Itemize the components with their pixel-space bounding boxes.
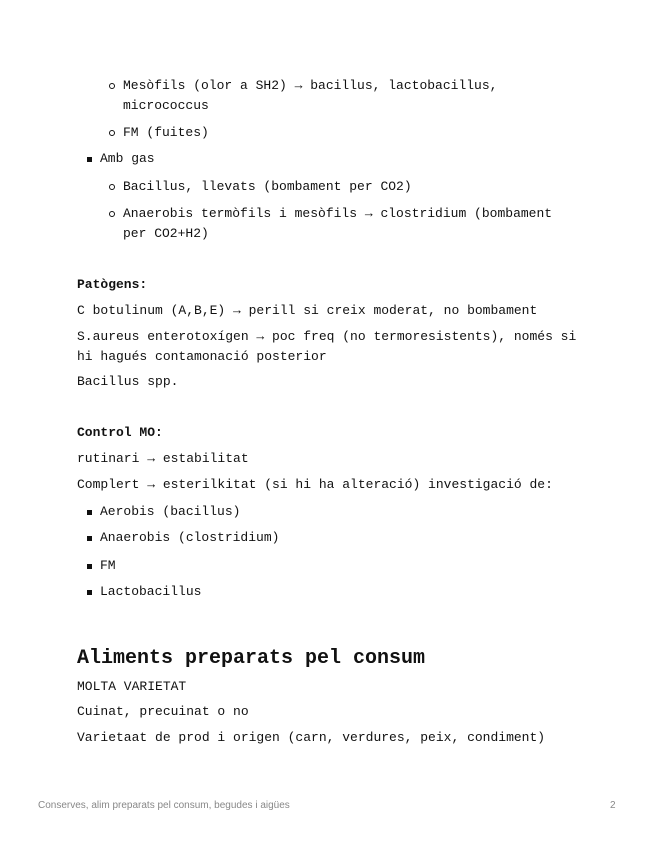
list-item: Mesòfils (olor a SH2) → bacillus, lactobacillus, micrococcus [123, 78, 498, 113]
page-number: 2 [610, 800, 616, 811]
list-item: Aerobis (bacillus) [100, 504, 241, 519]
bullet [87, 157, 92, 162]
sub-bullet [109, 184, 115, 190]
section-line: Cuinat, precuinat o no [77, 704, 249, 719]
sub-bullet [109, 83, 115, 89]
list-item: FM [100, 558, 116, 573]
pathogen-line: Bacillus spp. [77, 374, 179, 389]
section-line: Varietaat de prod i origen (carn, verdures, peix, condiment) [77, 730, 546, 745]
sub-bullet [109, 211, 115, 217]
footer-title: Conserves, alim preparats pel consum, begudes i aigües [38, 800, 290, 811]
list-item: Anaerobis termòfils i mesòfils → clostridium (bombament per CO2+H2) [123, 206, 553, 241]
list-item: Bacillus, llevats (bombament per CO2) [123, 179, 412, 194]
section-title: Aliments preparats pel consum [77, 647, 426, 670]
sub-bullet [109, 130, 115, 136]
bullet [87, 564, 92, 569]
section-line: MOLTA VARIETAT [77, 679, 187, 694]
list-item: Amb gas [100, 151, 155, 166]
pathogens-heading: Patògens: [77, 277, 148, 292]
list-item: FM (fuites) [123, 125, 209, 140]
control-line: Complert → esterilkitat (si hi ha alteració) investigació de: [77, 477, 553, 492]
bullet [87, 590, 92, 595]
list-item: Lactobacillus [100, 584, 202, 599]
list-item: Anaerobis (clostridium) [100, 530, 280, 545]
bullet [87, 536, 92, 541]
bullet [87, 510, 92, 515]
control-heading: Control MO: [77, 425, 163, 440]
pathogen-line: S.aureus enterotoxígen → poc freq (no termoresistents), només si hi hagués contamonació posterior [77, 329, 577, 364]
control-line: rutinari → estabilitat [77, 451, 249, 466]
pathogen-line: C botulinum (A,B,E) → perill si creix moderat, no bombament [77, 303, 538, 318]
